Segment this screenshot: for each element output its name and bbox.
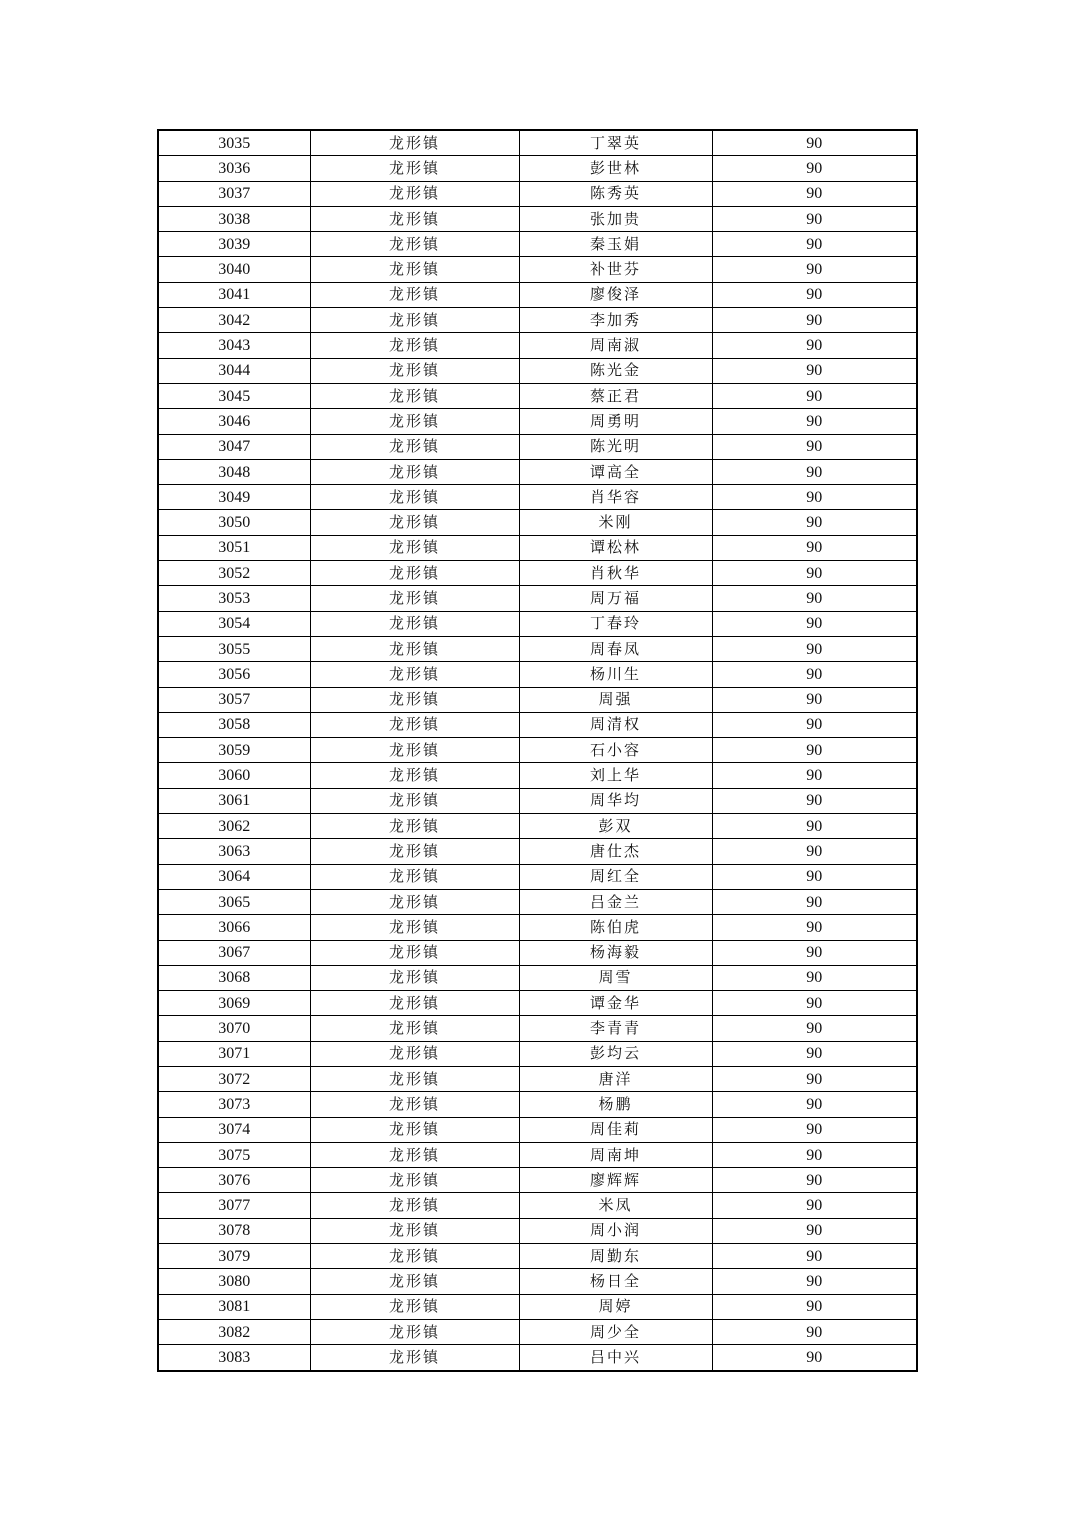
person-name-cell: 周少全 — [519, 1319, 712, 1344]
table-row — [158, 1142, 917, 1167]
town-cell: 龙形镇 — [310, 636, 519, 661]
amount-cell: 90 — [712, 940, 917, 965]
town-cell: 龙形镇 — [310, 1269, 519, 1294]
row-number-cell: 3073 — [158, 1092, 310, 1117]
row-number-cell: 3067 — [158, 940, 310, 965]
row-number-cell: 3052 — [158, 561, 310, 586]
person-name-cell: 杨鹏 — [519, 1092, 712, 1117]
row-number-cell: 3063 — [158, 839, 310, 864]
town-cell: 龙形镇 — [310, 535, 519, 560]
table-row — [158, 1269, 917, 1294]
row-number-cell: 3050 — [158, 510, 310, 535]
person-name-cell: 杨川生 — [519, 662, 712, 687]
amount-cell: 90 — [712, 839, 917, 864]
row-number-cell: 3065 — [158, 889, 310, 914]
town-cell: 龙形镇 — [310, 282, 519, 307]
row-number-cell: 3061 — [158, 788, 310, 813]
amount-cell: 90 — [712, 712, 917, 737]
amount-cell: 90 — [712, 535, 917, 560]
table-row — [158, 611, 917, 636]
amount-cell: 90 — [712, 611, 917, 636]
row-number-cell: 3060 — [158, 763, 310, 788]
table-row — [158, 130, 917, 156]
town-cell: 龙形镇 — [310, 1016, 519, 1041]
person-name-cell: 周清权 — [519, 712, 712, 737]
table-row — [158, 459, 917, 484]
amount-cell: 90 — [712, 434, 917, 459]
amount-cell: 90 — [712, 308, 917, 333]
town-cell: 龙形镇 — [310, 1066, 519, 1091]
town-cell: 龙形镇 — [310, 662, 519, 687]
table-row — [158, 1193, 917, 1218]
town-cell: 龙形镇 — [310, 358, 519, 383]
town-cell: 龙形镇 — [310, 839, 519, 864]
table-row — [158, 991, 917, 1016]
amount-cell: 90 — [712, 965, 917, 990]
amount-cell: 90 — [712, 1193, 917, 1218]
person-name-cell: 周雪 — [519, 965, 712, 990]
amount-cell: 90 — [712, 282, 917, 307]
row-number-cell: 3078 — [158, 1218, 310, 1243]
amount-cell: 90 — [712, 1244, 917, 1269]
row-number-cell: 3075 — [158, 1142, 310, 1167]
amount-cell: 90 — [712, 991, 917, 1016]
town-cell: 龙形镇 — [310, 459, 519, 484]
person-name-cell: 吕金兰 — [519, 889, 712, 914]
town-cell: 龙形镇 — [310, 1244, 519, 1269]
town-cell: 龙形镇 — [310, 1041, 519, 1066]
town-cell: 龙形镇 — [310, 991, 519, 1016]
table-row — [158, 712, 917, 737]
town-cell: 龙形镇 — [310, 1294, 519, 1319]
person-name-cell: 周华均 — [519, 788, 712, 813]
row-number-cell: 3064 — [158, 864, 310, 889]
table-row — [158, 1016, 917, 1041]
town-cell: 龙形镇 — [310, 206, 519, 231]
person-name-cell: 陈秀英 — [519, 181, 712, 206]
amount-cell: 90 — [712, 181, 917, 206]
table-row — [158, 282, 917, 307]
table-row — [158, 409, 917, 434]
row-number-cell: 3045 — [158, 383, 310, 408]
row-number-cell: 3041 — [158, 282, 310, 307]
row-number-cell: 3077 — [158, 1193, 310, 1218]
amount-cell: 90 — [712, 738, 917, 763]
person-name-cell: 张加贵 — [519, 206, 712, 231]
table-row — [158, 1294, 917, 1319]
table-row — [158, 788, 917, 813]
person-name-cell: 周万福 — [519, 586, 712, 611]
person-name-cell: 周小润 — [519, 1218, 712, 1243]
person-name-cell: 周勇明 — [519, 409, 712, 434]
amount-cell: 90 — [712, 662, 917, 687]
table-row — [158, 383, 917, 408]
row-number-cell: 3082 — [158, 1319, 310, 1344]
town-cell: 龙形镇 — [310, 485, 519, 510]
row-number-cell: 3051 — [158, 535, 310, 560]
amount-cell: 90 — [712, 358, 917, 383]
person-name-cell: 陈光明 — [519, 434, 712, 459]
amount-cell: 90 — [712, 561, 917, 586]
town-cell: 龙形镇 — [310, 130, 519, 156]
person-name-cell: 唐洋 — [519, 1066, 712, 1091]
town-cell: 龙形镇 — [310, 915, 519, 940]
table-row — [158, 1117, 917, 1142]
amount-cell: 90 — [712, 1092, 917, 1117]
row-number-cell: 3057 — [158, 687, 310, 712]
person-name-cell: 谭松林 — [519, 535, 712, 560]
town-cell: 龙形镇 — [310, 889, 519, 914]
amount-cell: 90 — [712, 864, 917, 889]
table-row — [158, 358, 917, 383]
row-number-cell: 3080 — [158, 1269, 310, 1294]
row-number-cell: 3035 — [158, 130, 310, 156]
person-name-cell: 周南淑 — [519, 333, 712, 358]
amount-cell: 90 — [712, 409, 917, 434]
town-cell: 龙形镇 — [310, 181, 519, 206]
table-row — [158, 940, 917, 965]
row-number-cell: 3039 — [158, 232, 310, 257]
table-row — [158, 561, 917, 586]
amount-cell: 90 — [712, 232, 917, 257]
amount-cell: 90 — [712, 1294, 917, 1319]
table-row — [158, 636, 917, 661]
person-name-cell: 李青青 — [519, 1016, 712, 1041]
amount-cell: 90 — [712, 687, 917, 712]
row-number-cell: 3059 — [158, 738, 310, 763]
town-cell: 龙形镇 — [310, 561, 519, 586]
person-name-cell: 周红全 — [519, 864, 712, 889]
amount-cell: 90 — [712, 814, 917, 839]
town-cell: 龙形镇 — [310, 1218, 519, 1243]
amount-cell: 90 — [712, 1016, 917, 1041]
row-number-cell: 3040 — [158, 257, 310, 282]
person-name-cell: 周佳莉 — [519, 1117, 712, 1142]
person-name-cell: 彭世林 — [519, 156, 712, 181]
person-name-cell: 杨海毅 — [519, 940, 712, 965]
table-row — [158, 864, 917, 889]
town-cell: 龙形镇 — [310, 940, 519, 965]
table-row — [158, 510, 917, 535]
row-number-cell: 3037 — [158, 181, 310, 206]
table-row — [158, 206, 917, 231]
town-cell: 龙形镇 — [310, 611, 519, 636]
row-number-cell: 3062 — [158, 814, 310, 839]
amount-cell: 90 — [712, 1168, 917, 1193]
row-number-cell: 3053 — [158, 586, 310, 611]
person-name-cell: 吕中兴 — [519, 1345, 712, 1371]
row-number-cell: 3038 — [158, 206, 310, 231]
row-number-cell: 3069 — [158, 991, 310, 1016]
amount-cell: 90 — [712, 510, 917, 535]
table-row — [158, 965, 917, 990]
table-row — [158, 535, 917, 560]
person-name-cell: 谭高全 — [519, 459, 712, 484]
person-name-cell: 肖华容 — [519, 485, 712, 510]
town-cell: 龙形镇 — [310, 409, 519, 434]
town-cell: 龙形镇 — [310, 308, 519, 333]
table-row — [158, 434, 917, 459]
person-name-cell: 肖秋华 — [519, 561, 712, 586]
data-table — [157, 129, 918, 1372]
row-number-cell: 3081 — [158, 1294, 310, 1319]
person-name-cell: 丁翠英 — [519, 130, 712, 156]
table-row — [158, 333, 917, 358]
town-cell: 龙形镇 — [310, 687, 519, 712]
table-row — [158, 308, 917, 333]
amount-cell: 90 — [712, 1041, 917, 1066]
amount-cell: 90 — [712, 763, 917, 788]
amount-cell: 90 — [712, 1269, 917, 1294]
table-row — [158, 485, 917, 510]
town-cell: 龙形镇 — [310, 383, 519, 408]
person-name-cell: 米刚 — [519, 510, 712, 535]
row-number-cell: 3083 — [158, 1345, 310, 1371]
table-row — [158, 1218, 917, 1243]
person-name-cell: 蔡正君 — [519, 383, 712, 408]
amount-cell: 90 — [712, 1117, 917, 1142]
row-number-cell: 3044 — [158, 358, 310, 383]
table-row — [158, 915, 917, 940]
row-number-cell: 3046 — [158, 409, 310, 434]
row-number-cell: 3070 — [158, 1016, 310, 1041]
person-name-cell: 谭金华 — [519, 991, 712, 1016]
person-name-cell: 补世芬 — [519, 257, 712, 282]
person-name-cell: 秦玉娟 — [519, 232, 712, 257]
table-row — [158, 738, 917, 763]
row-number-cell: 3036 — [158, 156, 310, 181]
row-number-cell: 3042 — [158, 308, 310, 333]
row-number-cell: 3055 — [158, 636, 310, 661]
table-row — [158, 181, 917, 206]
town-cell: 龙形镇 — [310, 1345, 519, 1371]
town-cell: 龙形镇 — [310, 1319, 519, 1344]
table-row — [158, 814, 917, 839]
amount-cell: 90 — [712, 130, 917, 156]
table-row — [158, 156, 917, 181]
row-number-cell: 3043 — [158, 333, 310, 358]
person-name-cell: 丁春玲 — [519, 611, 712, 636]
town-cell: 龙形镇 — [310, 1168, 519, 1193]
amount-cell: 90 — [712, 1218, 917, 1243]
amount-cell: 90 — [712, 1066, 917, 1091]
row-number-cell: 3074 — [158, 1117, 310, 1142]
row-number-cell: 3071 — [158, 1041, 310, 1066]
row-number-cell: 3056 — [158, 662, 310, 687]
person-name-cell: 李加秀 — [519, 308, 712, 333]
row-number-cell: 3058 — [158, 712, 310, 737]
amount-cell: 90 — [712, 459, 917, 484]
person-name-cell: 廖辉辉 — [519, 1168, 712, 1193]
town-cell: 龙形镇 — [310, 156, 519, 181]
row-number-cell: 3054 — [158, 611, 310, 636]
amount-cell: 90 — [712, 333, 917, 358]
table-row — [158, 586, 917, 611]
town-cell: 龙形镇 — [310, 333, 519, 358]
table-row — [158, 1066, 917, 1091]
town-cell: 龙形镇 — [310, 814, 519, 839]
amount-cell: 90 — [712, 915, 917, 940]
person-name-cell: 彭均云 — [519, 1041, 712, 1066]
row-number-cell: 3047 — [158, 434, 310, 459]
town-cell: 龙形镇 — [310, 763, 519, 788]
person-name-cell: 石小容 — [519, 738, 712, 763]
town-cell: 龙形镇 — [310, 586, 519, 611]
person-name-cell: 唐仕杰 — [519, 839, 712, 864]
amount-cell: 90 — [712, 636, 917, 661]
town-cell: 龙形镇 — [310, 965, 519, 990]
table-row — [158, 763, 917, 788]
amount-cell: 90 — [712, 1319, 917, 1344]
person-name-cell: 杨日全 — [519, 1269, 712, 1294]
table-row — [158, 1345, 917, 1371]
table-row — [158, 257, 917, 282]
table-row — [158, 232, 917, 257]
person-name-cell: 周南坤 — [519, 1142, 712, 1167]
town-cell: 龙形镇 — [310, 257, 519, 282]
table-row — [158, 1092, 917, 1117]
person-name-cell: 陈伯虎 — [519, 915, 712, 940]
table-row — [158, 1168, 917, 1193]
table-row — [158, 1244, 917, 1269]
table-body — [158, 130, 917, 1371]
town-cell: 龙形镇 — [310, 434, 519, 459]
row-number-cell: 3068 — [158, 965, 310, 990]
table-row — [158, 687, 917, 712]
amount-cell: 90 — [712, 1142, 917, 1167]
person-name-cell: 周婷 — [519, 1294, 712, 1319]
person-name-cell: 周强 — [519, 687, 712, 712]
person-name-cell: 彭双 — [519, 814, 712, 839]
amount-cell: 90 — [712, 889, 917, 914]
table-row — [158, 662, 917, 687]
person-name-cell: 米凤 — [519, 1193, 712, 1218]
table-row — [158, 839, 917, 864]
amount-cell: 90 — [712, 383, 917, 408]
amount-cell: 90 — [712, 257, 917, 282]
town-cell: 龙形镇 — [310, 864, 519, 889]
town-cell: 龙形镇 — [310, 738, 519, 763]
town-cell: 龙形镇 — [310, 232, 519, 257]
amount-cell: 90 — [712, 788, 917, 813]
town-cell: 龙形镇 — [310, 1193, 519, 1218]
person-name-cell: 廖俊泽 — [519, 282, 712, 307]
row-number-cell: 3079 — [158, 1244, 310, 1269]
town-cell: 龙形镇 — [310, 510, 519, 535]
person-name-cell: 刘上华 — [519, 763, 712, 788]
row-number-cell: 3049 — [158, 485, 310, 510]
town-cell: 龙形镇 — [310, 1117, 519, 1142]
amount-cell: 90 — [712, 1345, 917, 1371]
row-number-cell: 3076 — [158, 1168, 310, 1193]
row-number-cell: 3072 — [158, 1066, 310, 1091]
table-row — [158, 889, 917, 914]
town-cell: 龙形镇 — [310, 1092, 519, 1117]
row-number-cell: 3048 — [158, 459, 310, 484]
town-cell: 龙形镇 — [310, 788, 519, 813]
town-cell: 龙形镇 — [310, 712, 519, 737]
town-cell: 龙形镇 — [310, 1142, 519, 1167]
amount-cell: 90 — [712, 156, 917, 181]
person-name-cell: 周春凤 — [519, 636, 712, 661]
amount-cell: 90 — [712, 586, 917, 611]
amount-cell: 90 — [712, 206, 917, 231]
row-number-cell: 3066 — [158, 915, 310, 940]
table-row — [158, 1319, 917, 1344]
amount-cell: 90 — [712, 485, 917, 510]
table-row — [158, 1041, 917, 1066]
person-name-cell: 周勤东 — [519, 1244, 712, 1269]
person-name-cell: 陈光金 — [519, 358, 712, 383]
